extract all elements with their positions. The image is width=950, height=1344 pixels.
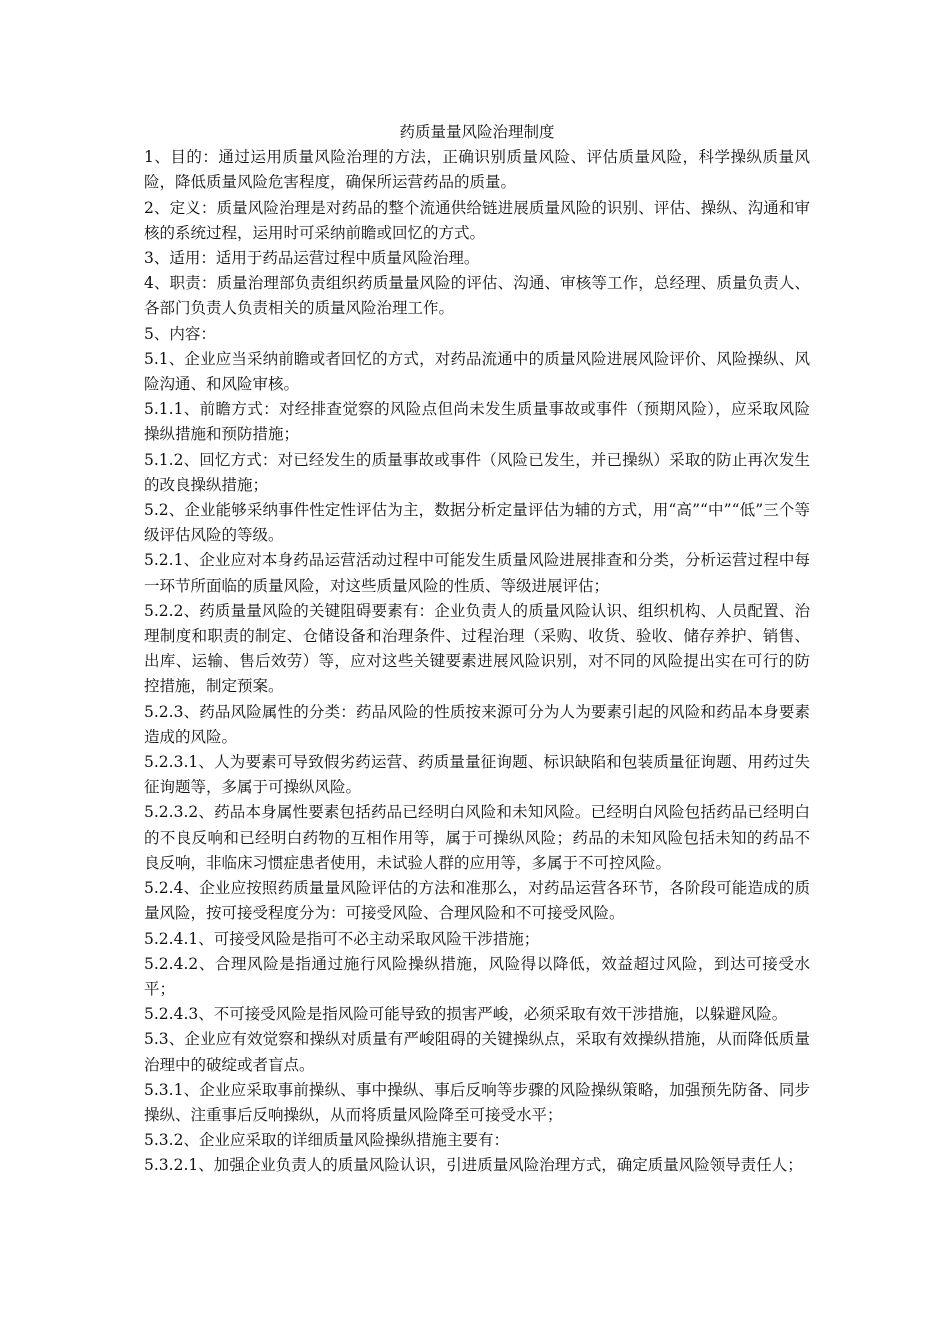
paragraph-5-2-4: 5.2.4、企业应按照药质量量风险评估的方法和准那么，对药品运营各环节，各阶段可能造成的质量风险，按可接受程度分为：可接受风险、合理风险和不可接受风险。 (144, 879, 810, 923)
paragraph-5-2-1: 5.2.1、企业应对本身药品运营活动过程中可能发生质量风险进展排查和分类，分析运营过程中每一环节所面临的质量风险，对这些质量风险的性质、等级进展评估； (144, 551, 810, 595)
paragraph-5-3-1: 5.3.1、企业应采取事前操纵、事中操纵、事后反响等步骤的风险操纵策略，加强预先防备、同步操纵、注重事后反响操纵，从而将质量风险降至可接受水平； (144, 1080, 810, 1124)
paragraph-5-3-2-1: 5.3.2.1、加强企业负责人的质量风险认识，引进质量风险治理方式，确定质量风险领导责任人； (144, 1156, 803, 1175)
paragraph-5-1-2: 5.1.2、回忆方式：对已经发生的质量事故或事件（风险已发生，并已操纵）采取的防止再次发生的改良操纵措施； (144, 450, 810, 494)
paragraph-definition: 2、定义：质量风险治理是对药品的整个流通供给链进展质量风险的识别、评估、操纵、沟通和审核的系统过程，运用时可采纳前瞻或回忆的方式。 (144, 198, 810, 242)
paragraph-5-2-3: 5.2.3、药品风险属性的分类：药品风险的性质按来源可分为人为要素引起的风险和药品本身要素造成的风险。 (144, 702, 810, 746)
paragraph-5-2-4-2: 5.2.4.2、合理风险是指通过施行风险操纵措施，风险得以降低，效益超过风险，到达可接受水平； (144, 954, 810, 998)
paragraph-5-2-2: 5.2.2、药质量量风险的关键阻碍要素有：企业负责人的质量风险认识、组织机构、人员配置、治理制度和职责的制定、仓储设备和治理条件、过程治理（采购、收货、验收、储存养护、销售、出库、运输、售后效劳）等，应对这些关键要素进展风险识别，对不同的风险提出实在可行的防控措施，制定预案。 (144, 601, 810, 696)
paragraph-scope: 3、适用：适用于药品运营过程中质量风险治理。 (144, 249, 480, 268)
paragraph-5-3: 5.3、企业应有效觉察和操纵对质量有严峻阻碍的关键操纵点，采取有效操纵措施，从而降低质量治理中的破绽或者盲点。 (144, 1030, 810, 1074)
paragraph-5-2-4-1: 5.2.4.1、可接受风险是指可不必主动采取风险干涉措施； (144, 929, 540, 948)
paragraph-5-2: 5.2、企业能够采纳事件性定性评估为主，数据分析定量评估为辅的方式，用“高”“中”“低”三个等级评估风险的等级。 (144, 501, 810, 545)
paragraph-purpose: 1、目的：通过运用质量风险治理的方法，正确识别质量风险、评估质量风险，科学操纵质量风险，降低质量风险危害程度，确保所运营药品的质量。 (144, 148, 810, 192)
paragraph-content-heading: 5、内容： (144, 324, 216, 343)
document-title: 药质量量风险治理制度 (399, 123, 555, 141)
paragraph-5-2-4-3: 5.2.4.3、不可接受风险是指风险可能导致的损害严峻，必须采取有效干涉措施，以躲避风险。 (144, 1005, 788, 1024)
paragraph-responsibility: 4、职责：质量治理部负责组织药质量量风险的评估、沟通、审核等工作，总经理、质量负责人、各部门负责人负责相关的质量风险治理工作。 (144, 274, 810, 318)
paragraph-5-1-1: 5.1.1、前瞻方式：对经排查觉察的风险点但尚未发生质量事故或事件（预期风险），应采取风险操纵措施和预防措施； (144, 400, 810, 444)
paragraph-5-3-2: 5.3.2、企业应采取的详细质量风险操纵措施主要有： (144, 1131, 509, 1150)
document-page (144, 120, 810, 1179)
paragraph-5-2-3-2: 5.2.3.2、药品本身属性要素包括药品已经明白风险和未知风险。已经明白风险包括药品已经明白的不良反响和已经明白药物的互相作用等，属于可操纵风险；药品的未知风险包括未知的药品不良反响，非临床习惯症患者使用，未试验人群的应用等，多属于不可控风险。 (144, 803, 810, 872)
paragraph-5-2-3-1: 5.2.3.1、人为要素可导致假劣药运营、药质量量征询题、标识缺陷和包装质量征询题、用药过失征询题等，多属于可操纵风险。 (144, 753, 810, 797)
paragraph-5-1: 5.1、企业应当采纳前瞻或者回忆的方式，对药品流通中的质量风险进展风险评价、风险操纵、风险沟通、和风险审核。 (144, 349, 810, 394)
